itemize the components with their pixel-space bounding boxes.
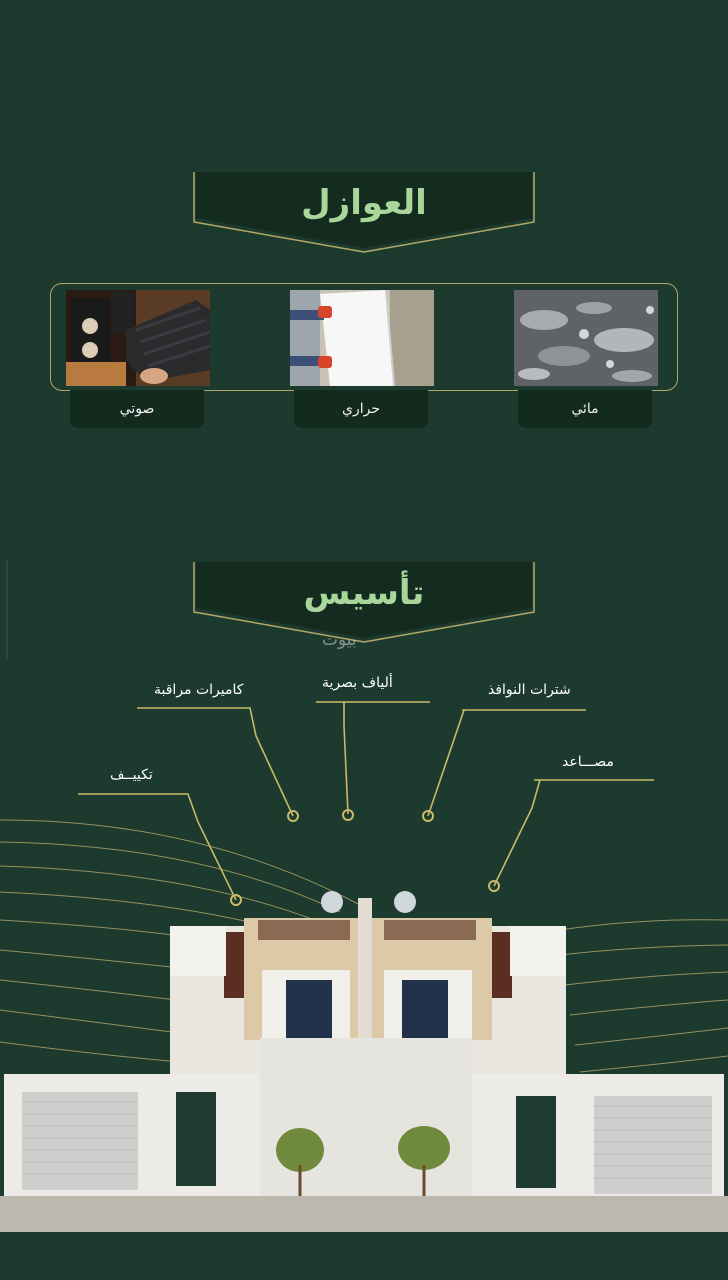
feature-label-windows: شترات النوافذ [488,682,571,698]
feature-label-ac: تكييــف [110,767,153,783]
insulation-label-water: مائي [518,390,652,428]
callout-lines [78,702,654,900]
feature-label-elevators: مصـــاعد [562,754,614,770]
insulation-title: العوازل [301,183,427,223]
insulation-label-thermal: حراري [294,390,428,428]
callout-dots [231,810,499,905]
feature-label-camera: كاميرات مراقبة [154,682,244,698]
insulation-label-acoustic: صوتي [70,390,204,428]
watermark-logo: بيوت [322,630,357,650]
feature-label-fiber: ألياف بصرية [322,675,393,691]
foundation-title: تأسيس [303,573,425,613]
decorative-arcs-right [560,920,728,1072]
